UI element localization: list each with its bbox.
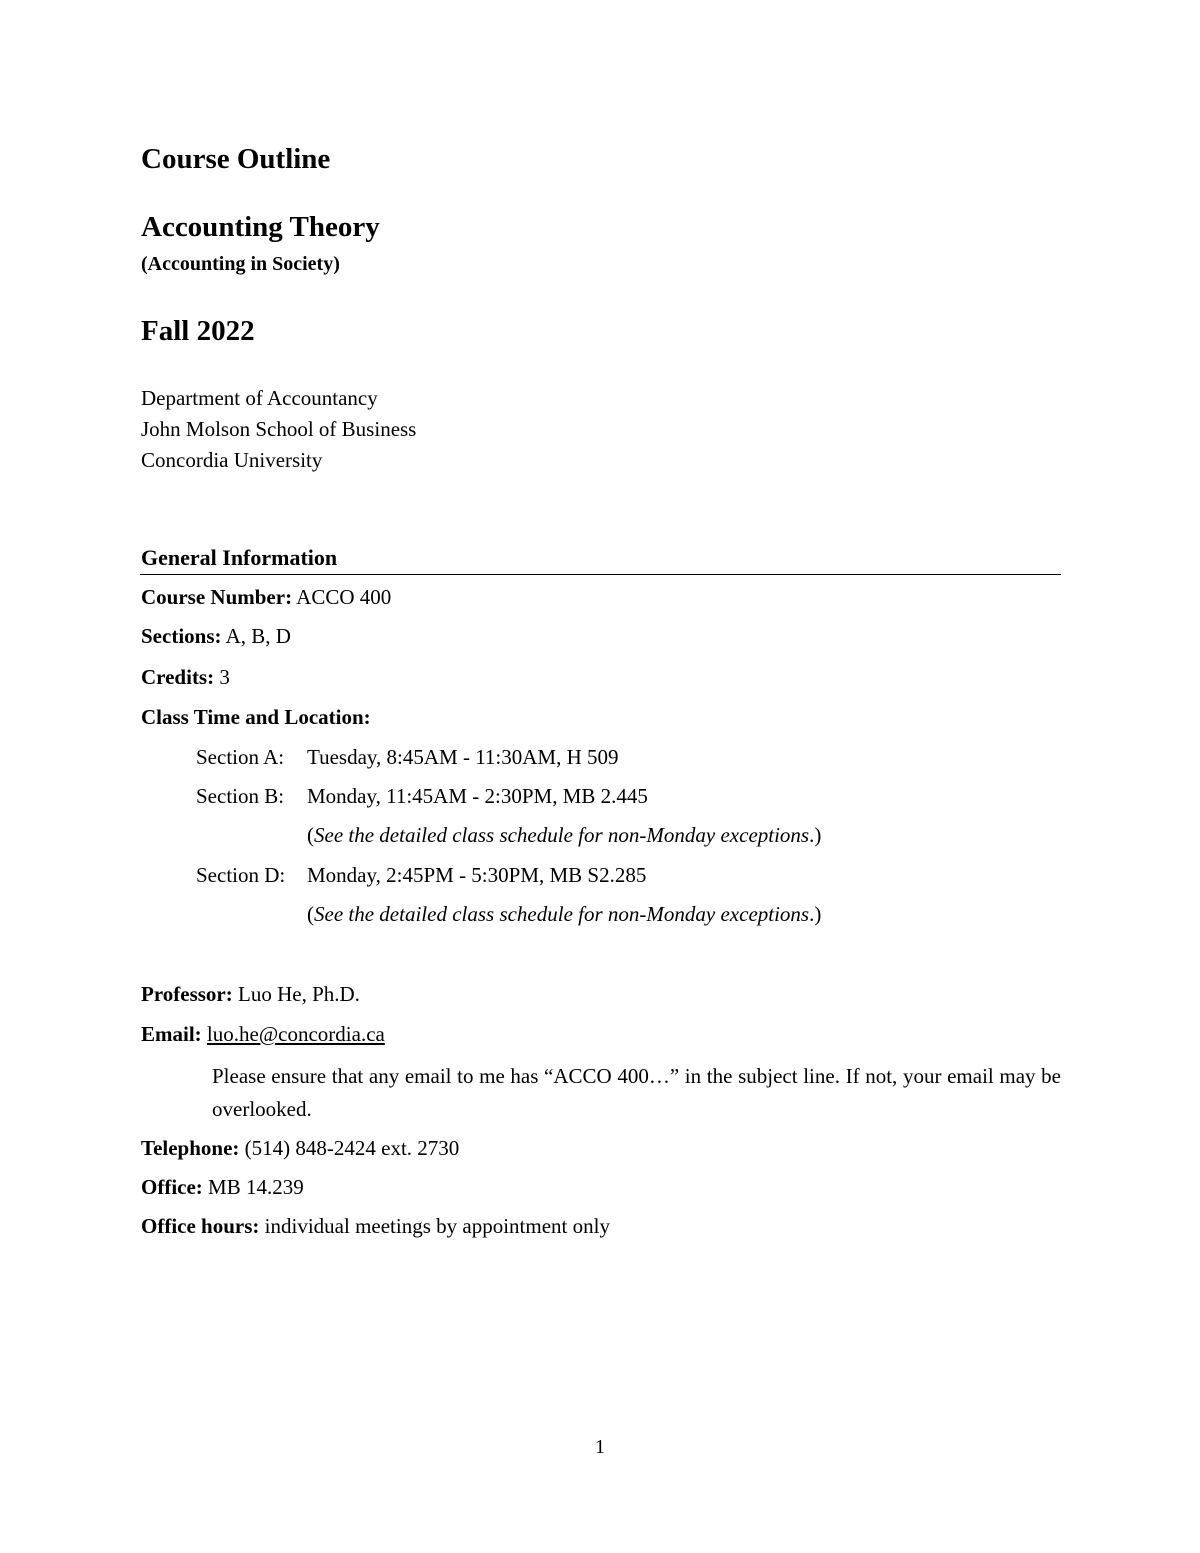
class-time-label: Class Time and Location: xyxy=(141,705,371,729)
department-name: Department of Accountancy xyxy=(141,386,378,410)
note-close-paren: .) xyxy=(809,902,822,926)
general-information-heading: General Information xyxy=(141,545,338,570)
university-name: Concordia University xyxy=(141,448,323,472)
office-hours-label: Office hours: xyxy=(141,1214,260,1238)
office-hours-value: individual meetings by appointment only xyxy=(264,1214,610,1238)
note-text: See the detailed class schedule for non-Monday exceptions xyxy=(314,823,810,847)
course-title: Accounting Theory xyxy=(141,211,380,243)
professor-row xyxy=(141,982,360,1007)
schedule-section-a-label: Section A: xyxy=(196,745,285,769)
schedule-section-d-label: Section D: xyxy=(196,863,286,887)
office-label: Office: xyxy=(141,1175,203,1199)
email-note: Please ensure that any email to me has “ACCO 400…” in the subject line. If not, your email may be overlooked. xyxy=(212,1064,1061,1121)
schedule-section-d-note xyxy=(307,902,821,927)
page-number: 1 xyxy=(595,1436,605,1458)
note-open-paren: ( xyxy=(307,823,314,847)
course-number-row xyxy=(141,585,391,610)
email-link[interactable]: luo.he@concordia.ca xyxy=(206,1022,385,1046)
note-close-paren: .) xyxy=(809,823,822,847)
sections-row xyxy=(141,624,291,649)
course-subtitle: (Accounting in Society) xyxy=(141,253,340,275)
telephone-label: Telephone: xyxy=(141,1136,240,1160)
note-open-paren: ( xyxy=(307,902,314,926)
sections-label: Sections: xyxy=(141,624,222,648)
credits-value: 3 xyxy=(219,665,230,689)
professor-label: Professor: xyxy=(141,982,233,1006)
school-name: John Molson School of Business xyxy=(141,417,417,441)
office-row xyxy=(141,1175,304,1200)
sections-value: A, B, D xyxy=(225,624,291,648)
course-outline-heading: Course Outline xyxy=(141,143,331,175)
office-value: MB 14.239 xyxy=(208,1175,304,1199)
course-number-label: Course Number: xyxy=(141,585,293,609)
schedule-section-d-time: Monday, 2:45PM - 5:30PM, MB S2.285 xyxy=(307,863,647,887)
office-hours-row xyxy=(141,1214,610,1239)
email-row xyxy=(141,1022,385,1047)
course-number-value: ACCO 400 xyxy=(296,585,392,609)
telephone-row xyxy=(141,1136,459,1161)
schedule-section-b-time: Monday, 11:45AM - 2:30PM, MB 2.445 xyxy=(307,784,648,808)
section-divider xyxy=(140,574,1061,575)
schedule-section-b-note xyxy=(307,823,821,848)
term-heading: Fall 2022 xyxy=(141,315,255,347)
telephone-value: (514) 848-2424 ext. 2730 xyxy=(244,1136,460,1160)
credits-row xyxy=(141,665,230,690)
schedule-section-a-time: Tuesday, 8:45AM - 11:30AM, H 509 xyxy=(307,745,619,769)
schedule-section-b-label: Section B: xyxy=(196,784,285,808)
credits-label: Credits: xyxy=(141,665,215,689)
note-text: See the detailed class schedule for non-Monday exceptions xyxy=(314,902,810,926)
professor-value: Luo He, Ph.D. xyxy=(238,982,360,1006)
email-label: Email: xyxy=(141,1022,202,1046)
